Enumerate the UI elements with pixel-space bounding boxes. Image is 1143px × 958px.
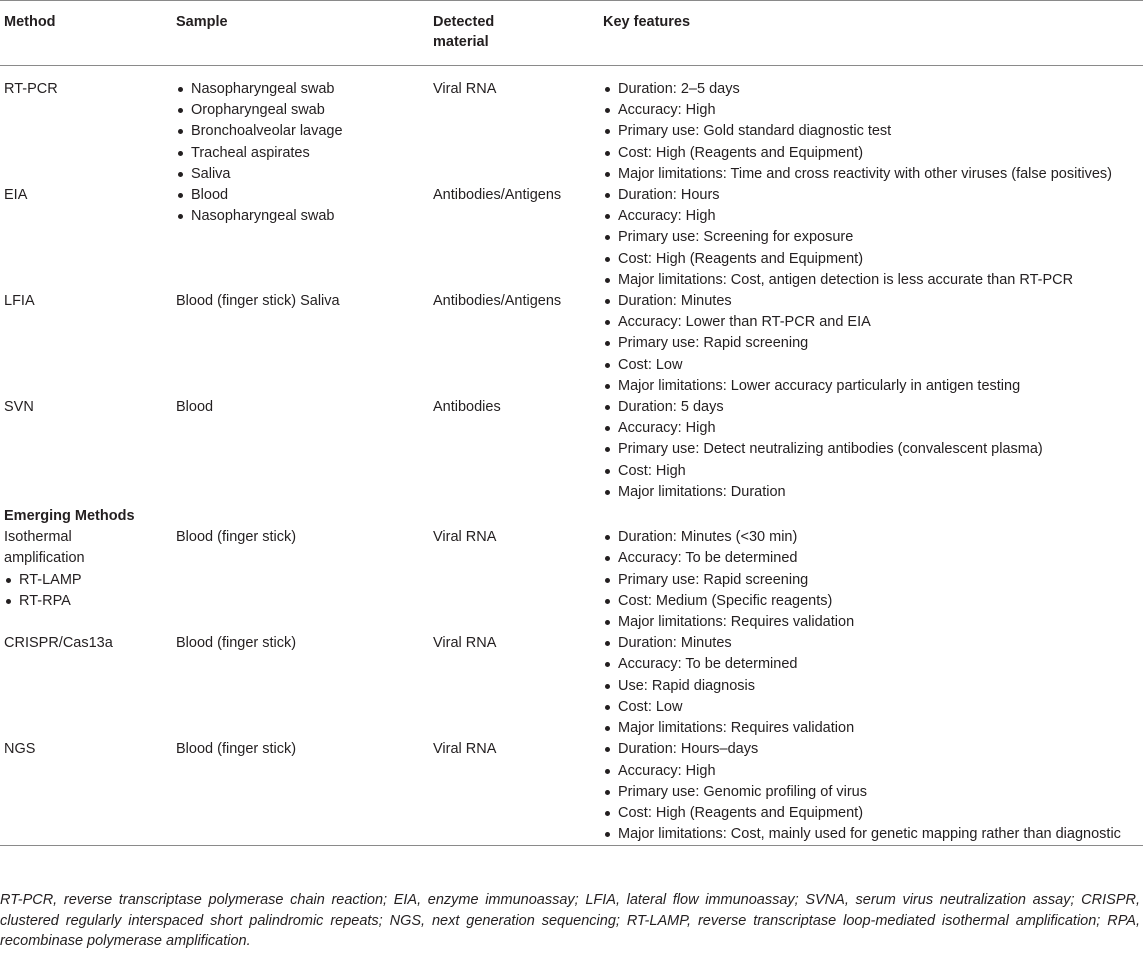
- cell-sample: Blood (finger stick): [176, 529, 297, 546]
- cell-method: NGS: [4, 741, 36, 758]
- list-item: Cost: High (Reagents and Equipment): [603, 143, 1139, 164]
- list-item: Accuracy: High: [603, 206, 1139, 227]
- list-item: Accuracy: High: [603, 761, 1139, 782]
- list-item: Tracheal aspirates: [176, 143, 425, 164]
- features-list: [603, 739, 1139, 845]
- header-detected-material-line2: material: [433, 34, 489, 50]
- cell-method: [0, 527, 172, 633]
- table-row: [0, 527, 1143, 633]
- list-item: Major limitations: Cost, antigen detection is less accurate than RT-PCR: [603, 270, 1139, 291]
- list-item: Duration: Minutes: [603, 633, 1139, 654]
- header-detected-material: [429, 1, 599, 66]
- list-item: Cost: Medium (Specific reagents): [603, 591, 1139, 612]
- cell-features: [599, 739, 1143, 846]
- list-item: Duration: Hours–days: [603, 739, 1139, 760]
- cell-features: [599, 527, 1143, 633]
- list-item: Nasopharyngeal swab: [176, 79, 425, 100]
- table-row: [0, 633, 1143, 739]
- cell-method: EIA: [4, 187, 28, 204]
- cell-sample: Blood (finger stick): [176, 635, 297, 652]
- cell-sample: [172, 185, 429, 291]
- features-list: [603, 527, 1139, 633]
- cell-features: [599, 185, 1143, 291]
- list-item: RT-RPA: [4, 591, 168, 612]
- header-method: Method: [4, 14, 56, 30]
- list-item: Oropharyngeal swab: [176, 100, 425, 121]
- list-item: Cost: High: [603, 461, 1139, 482]
- sample-list: [176, 185, 425, 227]
- list-item: Major limitations: Requires validation: [603, 612, 1139, 633]
- section-row: [0, 503, 1143, 527]
- cell-material: Antibodies/Antigens: [433, 187, 562, 204]
- table-row: [0, 185, 1143, 291]
- cell-sample: Blood (finger stick): [176, 741, 297, 758]
- table-row: [0, 291, 1143, 397]
- cell-method: CRISPR/Cas13a: [4, 635, 113, 652]
- cell-features: [599, 291, 1143, 397]
- list-item: Accuracy: To be determined: [603, 654, 1139, 675]
- cell-material: Viral RNA: [433, 741, 497, 758]
- cell-method: SVN: [4, 399, 34, 416]
- features-list: [603, 79, 1139, 185]
- cell-sample: Blood: [176, 399, 214, 416]
- list-item: Accuracy: Lower than RT-PCR and EIA: [603, 312, 1139, 333]
- list-item: Primary use: Screening for exposure: [603, 227, 1139, 248]
- list-item: Major limitations: Lower accuracy particularly in antigen testing: [603, 376, 1139, 397]
- list-item: Major limitations: Time and cross reactivity with other viruses (false positives): [603, 164, 1139, 185]
- list-item: Primary use: Rapid screening: [603, 333, 1139, 354]
- cell-material: Antibodies/Antigens: [433, 293, 562, 310]
- cell-material: Viral RNA: [433, 81, 497, 97]
- list-item: Major limitations: Requires validation: [603, 718, 1139, 739]
- list-item: Nasopharyngeal swab: [176, 206, 425, 227]
- cell-features: [599, 633, 1143, 739]
- header-sample: Sample: [176, 14, 228, 30]
- list-item: Cost: Low: [603, 697, 1139, 718]
- list-item: Cost: High (Reagents and Equipment): [603, 803, 1139, 824]
- features-list: [603, 633, 1139, 739]
- header-detected-material-line1: Detected: [433, 14, 495, 30]
- table-header: [0, 1, 1143, 66]
- list-item: Duration: Hours: [603, 185, 1139, 206]
- list-item: Accuracy: To be determined: [603, 548, 1139, 569]
- list-item: Primary use: Detect neutralizing antibodies (convalescent plasma): [603, 439, 1139, 460]
- list-item: Bronchoalveolar lavage: [176, 121, 425, 142]
- method-sublist: [4, 570, 168, 612]
- list-item: Duration: Minutes: [603, 291, 1139, 312]
- list-item: RT-LAMP: [4, 570, 168, 591]
- cell-method: RT-PCR: [4, 81, 58, 97]
- cell-features: [599, 397, 1143, 503]
- sample-list: [176, 79, 425, 185]
- list-item: Blood: [176, 185, 425, 206]
- cell-material: Viral RNA: [433, 635, 497, 652]
- features-list: [603, 185, 1139, 291]
- method-line: amplification: [4, 550, 85, 567]
- table-row: [0, 739, 1143, 846]
- list-item: Primary use: Gold standard diagnostic test: [603, 121, 1139, 142]
- list-item: Duration: 2–5 days: [603, 79, 1139, 100]
- list-item: Duration: 5 days: [603, 397, 1139, 418]
- list-item: Cost: Low: [603, 355, 1139, 376]
- method-line: Isothermal: [4, 529, 72, 546]
- list-item: Primary use: Rapid screening: [603, 570, 1139, 591]
- list-item: Accuracy: High: [603, 418, 1139, 439]
- cell-sample: Blood (finger stick) Saliva: [176, 293, 340, 310]
- table-row: [0, 66, 1143, 186]
- cell-features: [599, 66, 1143, 186]
- cell-material: Viral RNA: [433, 529, 497, 546]
- header-key-features: Key features: [603, 14, 691, 30]
- features-list: [603, 291, 1139, 397]
- list-item: Cost: High (Reagents and Equipment): [603, 249, 1139, 270]
- features-list: [603, 397, 1139, 503]
- table-body: [0, 66, 1143, 846]
- list-item: Duration: Minutes (<30 min): [603, 527, 1139, 548]
- cell-method: LFIA: [4, 293, 35, 310]
- list-item: Saliva: [176, 164, 425, 185]
- table-footnote: RT-PCR, reverse transcriptase polymerase chain reaction; EIA, enzyme immunoassay; LFIA, lateral flow immunoassay; SVNA, serum virus neutralization assay; CRISPR, clustered regularly interspaced short palindromic repeats; NGS, next generation sequencing; RT-LAMP, reverse transcriptase loop-mediated isothermal amplification; RPA, recombinase polymerase amplification.: [0, 892, 1140, 949]
- list-item: Primary use: Genomic profiling of virus: [603, 782, 1139, 803]
- list-item: Use: Rapid diagnosis: [603, 676, 1139, 697]
- cell-sample: [172, 66, 429, 186]
- section-label: Emerging Methods: [4, 508, 135, 525]
- list-item: Major limitations: Duration: [603, 482, 1139, 503]
- table-row: [0, 397, 1143, 503]
- list-item: Accuracy: High: [603, 100, 1139, 121]
- list-item: Major limitations: Cost, mainly used for genetic mapping rather than diagnostic: [603, 824, 1139, 845]
- cell-material: Antibodies: [433, 399, 501, 416]
